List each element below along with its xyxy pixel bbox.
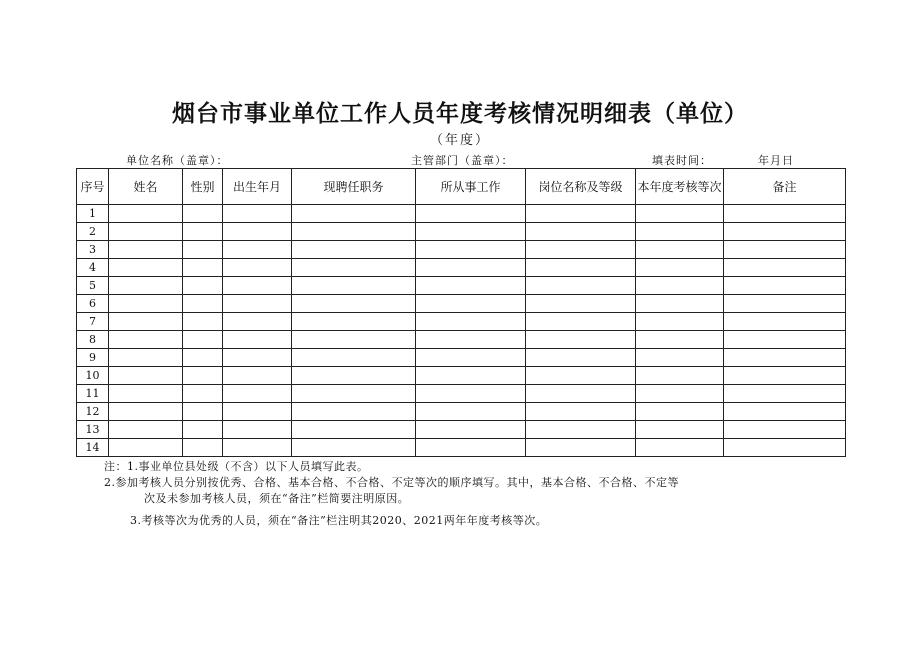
table-cell[interactable] (292, 421, 416, 439)
table-cell[interactable] (724, 259, 846, 277)
table-cell[interactable] (416, 259, 526, 277)
table-cell[interactable] (183, 349, 223, 367)
table-cell[interactable] (416, 277, 526, 295)
table-cell[interactable] (416, 349, 526, 367)
table-cell[interactable] (109, 439, 183, 457)
table-cell[interactable] (724, 313, 846, 331)
table-cell[interactable] (183, 223, 223, 241)
column-header: 出生年月 (223, 169, 292, 205)
row-number: 5 (77, 277, 109, 295)
table-cell[interactable] (223, 421, 292, 439)
row-number: 9 (77, 349, 109, 367)
note-2: 2.参加考核人员分别按优秀、合格、基本合格、不合格、不定等次的顺序填写。其中，基本合格、不合格、不定等 (104, 476, 679, 489)
table-cell[interactable] (109, 259, 183, 277)
table-cell[interactable] (724, 241, 846, 259)
table-cell[interactable] (636, 205, 724, 223)
table-cell[interactable] (183, 439, 223, 457)
table-cell[interactable] (223, 205, 292, 223)
table-cell[interactable] (526, 223, 636, 241)
table-cell[interactable] (724, 277, 846, 295)
table-cell[interactable] (292, 367, 416, 385)
date-label: 年月日 (758, 154, 794, 167)
table-cell[interactable] (724, 295, 846, 313)
table-cell[interactable] (183, 277, 223, 295)
table-cell[interactable] (109, 277, 183, 295)
table-cell[interactable] (724, 331, 846, 349)
table-cell[interactable] (183, 259, 223, 277)
table-cell[interactable] (526, 403, 636, 421)
table-cell[interactable] (526, 241, 636, 259)
row-number: 1 (77, 205, 109, 223)
table-cell[interactable] (292, 331, 416, 349)
table-cell[interactable] (109, 205, 183, 223)
table-row (77, 259, 846, 277)
table-cell[interactable] (109, 421, 183, 439)
table-row (77, 295, 846, 313)
table-cell[interactable] (109, 331, 183, 349)
table-cell[interactable] (183, 295, 223, 313)
table-cell[interactable] (416, 439, 526, 457)
table-cell[interactable] (223, 331, 292, 349)
table-cell[interactable] (292, 259, 416, 277)
table-cell[interactable] (636, 241, 724, 259)
table-cell[interactable] (526, 367, 636, 385)
table-cell[interactable] (109, 223, 183, 241)
table-cell[interactable] (724, 403, 846, 421)
table-cell[interactable] (292, 295, 416, 313)
table-cell[interactable] (724, 367, 846, 385)
table-cell[interactable] (109, 385, 183, 403)
table-cell[interactable] (223, 223, 292, 241)
table-cell[interactable] (183, 385, 223, 403)
table-cell[interactable] (292, 241, 416, 259)
table-row (77, 313, 846, 331)
table-cell[interactable] (724, 223, 846, 241)
table-cell[interactable] (636, 331, 724, 349)
table-cell[interactable] (416, 385, 526, 403)
year-subtitle: （年度） (429, 133, 490, 148)
table-cell[interactable] (724, 385, 846, 403)
table-cell[interactable] (526, 439, 636, 457)
row-number: 14 (77, 439, 109, 457)
table-cell[interactable] (526, 421, 636, 439)
column-header: 性别 (183, 169, 223, 205)
table-cell[interactable] (292, 403, 416, 421)
column-header: 岗位名称及等级 (526, 169, 636, 205)
table-row (77, 331, 846, 349)
column-header: 现聘任职务 (292, 169, 416, 205)
table-cell[interactable] (292, 349, 416, 367)
table-cell[interactable] (183, 205, 223, 223)
department-label: 主管部门（盖章）： (411, 154, 514, 167)
table-cell[interactable] (416, 205, 526, 223)
note-2-continued: 次及未参加考核人员，须在“备注”栏简要注明原因。 (144, 492, 410, 505)
page-title: 烟台市事业单位工作人员年度考核情况明细表（单位） (172, 101, 748, 127)
table-cell[interactable] (636, 421, 724, 439)
table-cell[interactable] (109, 403, 183, 421)
note-1: 注：1.事业单位县处级（不含）以下人员填写此表。 (104, 460, 369, 473)
table-row (77, 421, 846, 439)
table-cell[interactable] (292, 277, 416, 295)
assessment-table (76, 168, 846, 457)
table-cell[interactable] (183, 403, 223, 421)
table-row (77, 223, 846, 241)
table-cell[interactable] (416, 241, 526, 259)
column-header: 姓名 (109, 169, 183, 205)
row-number: 6 (77, 295, 109, 313)
table-cell[interactable] (223, 259, 292, 277)
table-cell[interactable] (636, 277, 724, 295)
table-cell[interactable] (636, 313, 724, 331)
table-cell[interactable] (292, 385, 416, 403)
table-cell[interactable] (526, 277, 636, 295)
table-cell[interactable] (526, 259, 636, 277)
column-header: 备注 (724, 169, 846, 205)
table-cell[interactable] (636, 439, 724, 457)
table-cell[interactable] (183, 241, 223, 259)
table-row (77, 349, 846, 367)
row-number: 3 (77, 241, 109, 259)
table-row (77, 277, 846, 295)
table-row (77, 439, 846, 457)
table-cell[interactable] (416, 331, 526, 349)
table-cell[interactable] (183, 313, 223, 331)
table-row (77, 385, 846, 403)
table-cell[interactable] (109, 313, 183, 331)
table-cell[interactable] (416, 223, 526, 241)
column-header: 所从事工作 (416, 169, 526, 205)
table-row (77, 205, 846, 223)
table-cell[interactable] (223, 403, 292, 421)
table-cell[interactable] (636, 403, 724, 421)
table-cell[interactable] (636, 223, 724, 241)
table-cell[interactable] (223, 313, 292, 331)
table-cell[interactable] (223, 439, 292, 457)
table-cell[interactable] (416, 421, 526, 439)
unit-name-label: 单位名称（盖章）： (126, 154, 229, 167)
table-header-row (77, 169, 846, 205)
table-cell[interactable] (223, 349, 292, 367)
table-cell[interactable] (109, 295, 183, 313)
table-cell[interactable] (526, 331, 636, 349)
note-3: 3.考核等次为优秀的人员，须在“备注”栏注明其2020、2021两年年度考核等次。 (130, 514, 548, 527)
table-cell[interactable] (223, 367, 292, 385)
table-cell[interactable] (526, 295, 636, 313)
row-number: 13 (77, 421, 109, 439)
table-row (77, 367, 846, 385)
table-cell[interactable] (292, 439, 416, 457)
table-row (77, 241, 846, 259)
table-cell[interactable] (416, 403, 526, 421)
row-number: 11 (77, 385, 109, 403)
table-cell[interactable] (183, 421, 223, 439)
table-cell[interactable] (223, 295, 292, 313)
table-cell[interactable] (109, 349, 183, 367)
column-header: 序号 (77, 169, 109, 205)
table-cell[interactable] (109, 367, 183, 385)
table-cell[interactable] (636, 259, 724, 277)
table-cell[interactable] (724, 439, 846, 457)
table-cell[interactable] (636, 367, 724, 385)
table-cell[interactable] (636, 385, 724, 403)
table-cell[interactable] (416, 295, 526, 313)
table-cell[interactable] (416, 313, 526, 331)
table-cell[interactable] (724, 349, 846, 367)
table-cell[interactable] (724, 205, 846, 223)
table-cell[interactable] (292, 313, 416, 331)
table-cell[interactable] (526, 349, 636, 367)
table-cell[interactable] (416, 367, 526, 385)
fill-time-label: 填表时间： (652, 154, 712, 167)
table-cell[interactable] (183, 367, 223, 385)
column-header: 本年度考核等次 (636, 169, 724, 205)
table-cell[interactable] (223, 385, 292, 403)
table-cell[interactable] (109, 241, 183, 259)
table-cell[interactable] (292, 223, 416, 241)
table-cell[interactable] (526, 205, 636, 223)
row-number: 10 (77, 367, 109, 385)
table-cell[interactable] (724, 421, 846, 439)
table-cell[interactable] (223, 241, 292, 259)
table-cell[interactable] (636, 295, 724, 313)
row-number: 4 (77, 259, 109, 277)
table-cell[interactable] (526, 385, 636, 403)
row-number: 2 (77, 223, 109, 241)
row-number: 12 (77, 403, 109, 421)
row-number: 8 (77, 331, 109, 349)
table-cell[interactable] (636, 349, 724, 367)
table-cell[interactable] (292, 205, 416, 223)
row-number: 7 (77, 313, 109, 331)
table-cell[interactable] (526, 313, 636, 331)
table-cell[interactable] (183, 331, 223, 349)
table-row (77, 403, 846, 421)
table-cell[interactable] (223, 277, 292, 295)
